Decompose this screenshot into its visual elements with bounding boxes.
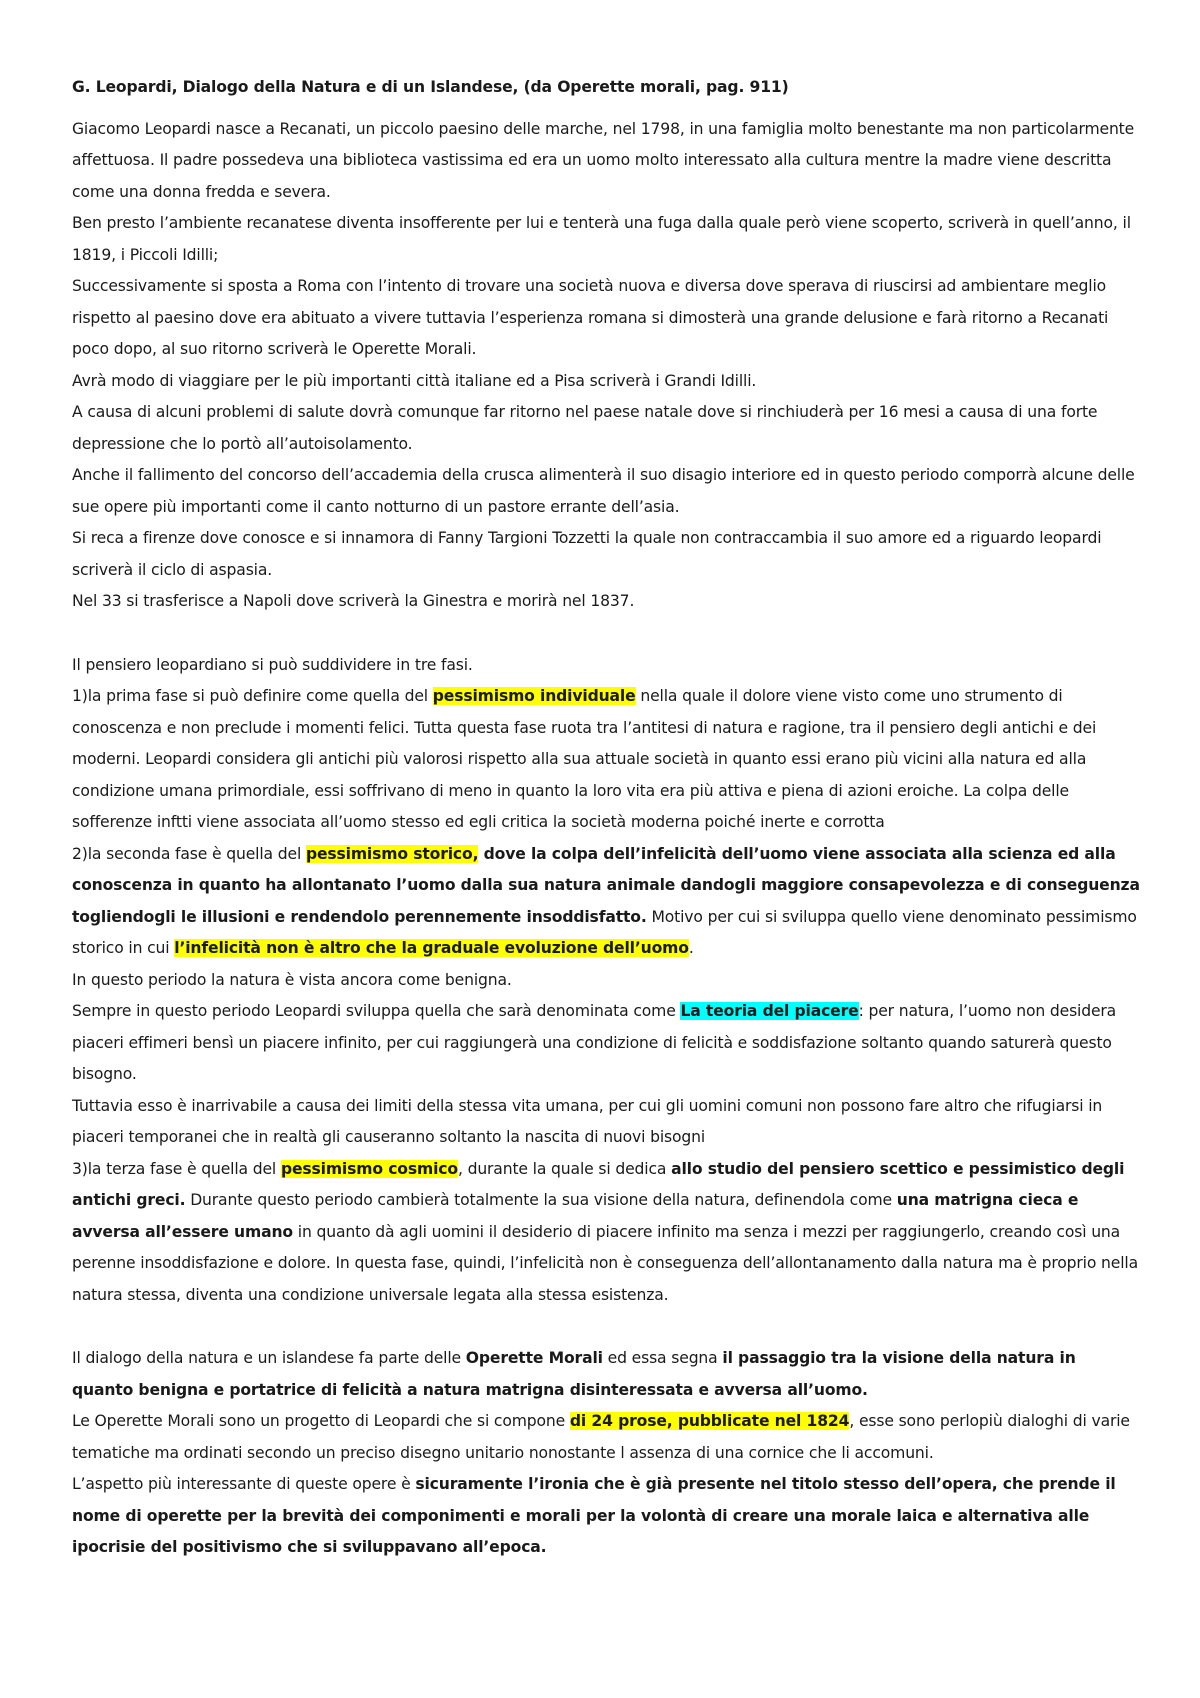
bio-paragraph: A causa di alcuni problemi di salute dovrà comunque far ritorno nel paese natale dove si rinchiuderà per 16 mesi a causa di una forte depressione che lo portò all’autoisolamento. [72,403,1098,453]
dialogue-text: ed essa segna [602,1349,723,1367]
bio-paragraph: Ben presto l’ambiente recanatese diventa insofferente per lui e tenterà una fuga dalla quale però viene scoperto, scriverà in quell’anno, il 1819, i Piccoli Idilli; [72,214,1131,264]
operette-text: , esse sono perlopiù dialoghi di varie tematiche ma ordinati secondo un preciso disegno unitario nonostante l assenza di una cornice che li accomuni. [72,1412,1130,1462]
phases-section [72,650,1140,1312]
biography-section [72,114,1140,618]
nature-benign-paragraph: In questo periodo la natura è vista ancora come benigna. [72,970,512,989]
dialogue-bold: il passaggio tra la visione della natura in quanto benigna e portatrice di felicità a natura matrigna disinteressata e avversa all’uomo. [72,1349,1076,1399]
pleasure-text: : per natura, l’uomo non desidera piaceri effimeri bensì un piacere infinito, per cui raggiungerà una condizione di felicità e soddisfazione soltanto quando saturerà questo bisogno. [72,1002,1117,1083]
phase-2-bold: dove la colpa dell’infelicità dell’uomo viene associata alla scienza ed alla conoscenza in quanto ha allontanato l’uomo dalla sua natura animale dandogli maggiore consapevolezza e di conseguenza togliendogli le illusioni e rendendolo perennemente insoddisfatto. [72,844,1140,926]
highlight-pessimismo-individuale: pessimismo individuale [432,687,636,705]
highlight-pessimismo-cosmico: pessimismo cosmico [280,1159,458,1178]
phase-1-text: 1)la prima fase si può definire come quella del [72,687,433,705]
document-title: G. Leopardi, Dialogo della Natura e di un Islandese, (da Operette morali, pag. 911) [72,78,789,96]
phase-3-text: Durante questo periodo cambierà totalmente la sua visione della natura, definendola come [185,1191,897,1209]
highlight-teoria-del-piacere: La teoria del piacere [680,1002,859,1020]
phase-1-paragraph [72,681,1140,839]
irony-text: L’aspetto più interessante di queste opere è [72,1475,416,1493]
pleasure-text: Sempre in questo periodo Leopardi sviluppa quella che sarà denominata come [72,1002,681,1020]
phase-2-text: Motivo per cui si sviluppa quello viene denominato pessimismo storico in cui [72,907,1137,957]
however-paragraph: Tuttavia esso è inarrivabile a causa dei limiti della stessa vita umana, per cui gli uomini comuni non possono fare altro che rifugiarsi in piaceri temporanei che in realtà gli causeranno soltanto la nascita di nuovi bisogni [72,1096,1103,1146]
phase-3-bold: una matrigna cieca e avversa all’essere umano [72,1191,1079,1241]
highlight-pessimismo-storico: pessimismo storico, [305,844,479,863]
phase-1-text: nella quale il dolore viene visto come uno strumento di conoscenza e non preclude i momenti felici. Tutta questa fase ruota tra l’antitesi di natura e ragione, tra il pensiero degli antichi e dei moderni. Leopardi considera gli antichi più valorosi rispetto alla sua attuale società in quanto essi erano più vicini alla natura ed alla condizione umana primordiale, essi soffrivano di meno in quanto la loro vita era più attiva e piena di azioni eroiche. La colpa delle sofferenze inftti viene associata all’uomo stesso ed egli critica la società moderna poiché inerte e corrotta [72,687,1097,831]
phase-2-text: 2)la seconda fase è quella del [72,844,306,863]
operette-section [72,1343,1140,1564]
irony-bold: sicuramente l’ironia che è già presente nel titolo stesso dell’opera, che prende il nome di operette per la brevità dei componimenti e morali per la volontà di creare una morale laica e alternativa alle ipocrisie del positivismo che si sviluppavano all’epoca. [72,1475,1116,1556]
operette-paragraph [72,1406,1140,1469]
irony-paragraph [72,1469,1140,1564]
phase-3-paragraph [72,1154,1140,1312]
phase-3-text: , durante la quale si dedica [457,1159,672,1178]
dialogue-text: Il dialogo della natura e un islandese fa parte delle [72,1349,466,1367]
phase-3-bold: allo studio del pensiero scettico e pessimistico degli antichi greci. [72,1159,1125,1209]
phase-2-text: . [688,939,694,957]
spacer [72,618,1140,650]
operette-text: Le Operette Morali sono un progetto di Leopardi che si compone [72,1412,570,1430]
bio-paragraph: Successivamente si sposta a Roma con l’intento di trovare una società nuova e diversa dove sperava di riuscirsi ad ambientare meglio rispetto al paesino dove era abituato a vivere tuttavia l’esperienza romana si dimosterà una grande delusione e farà ritorno a Recanati poco dopo, al suo ritorno scriverà le Operette Morali. [72,277,1109,358]
bio-paragraph: Nel 33 si trasferisce a Napoli dove scriverà la Ginestra e morirà nel 1837. [72,592,635,610]
bio-paragraph: Giacomo Leopardi nasce a Recanati, un piccolo paesino delle marche, nel 1798, in una famiglia molto benestante ma non particolarmente affettuosa. Il padre possedeva una biblioteca vastissima ed era un uomo molto interessato alla cultura mentre la madre viene descritta come una donna fredda e severa. [72,119,1135,201]
dialogue-bold: Operette Morali [465,1349,603,1367]
highlight-infelicita: l’infelicità non è altro che la graduale evoluzione dell’uomo [174,939,689,957]
phase-2-paragraph [72,839,1140,965]
spacer [72,1311,1140,1343]
phase-3-text: in quanto dà agli uomini il desiderio di piacere infinito ma senza i mezzi per raggiungerlo, creando così una perenne insoddisfazione e dolore. In questa fase, quindi, l’infelicità non è conseguenza dell’allontanamento dalla natura ma è proprio nella natura stessa, diventa una condizione universale legata alla stessa esistenza. [72,1222,1138,1304]
bio-paragraph: Avrà modo di viaggiare per le più importanti città italiane ed a Pisa scriverà i Grandi Idilli. [72,371,757,390]
pleasure-theory-paragraph [72,996,1140,1091]
bio-paragraph: Si reca a firenze dove conosce e si innamora di Fanny Targioni Tozzetti la quale non contraccambia il suo amore ed a riguardo leopardi scriverà il ciclo di aspasia. [72,529,1102,579]
phase-3-text: 3)la terza fase è quella del [72,1159,281,1178]
bio-paragraph: Anche il fallimento del concorso dell’accademia della crusca alimenterà il suo disagio interiore ed in questo periodo comporrà alcune delle sue opere più importanti come il canto notturno di un pastore errante dell’asia. [72,466,1135,516]
highlight-24-prose: di 24 prose, pubblicate nel 1824 [569,1412,850,1430]
phases-intro: Il pensiero leopardiano si può suddividere in tre fasi. [72,655,473,674]
dialogue-paragraph [72,1343,1140,1406]
